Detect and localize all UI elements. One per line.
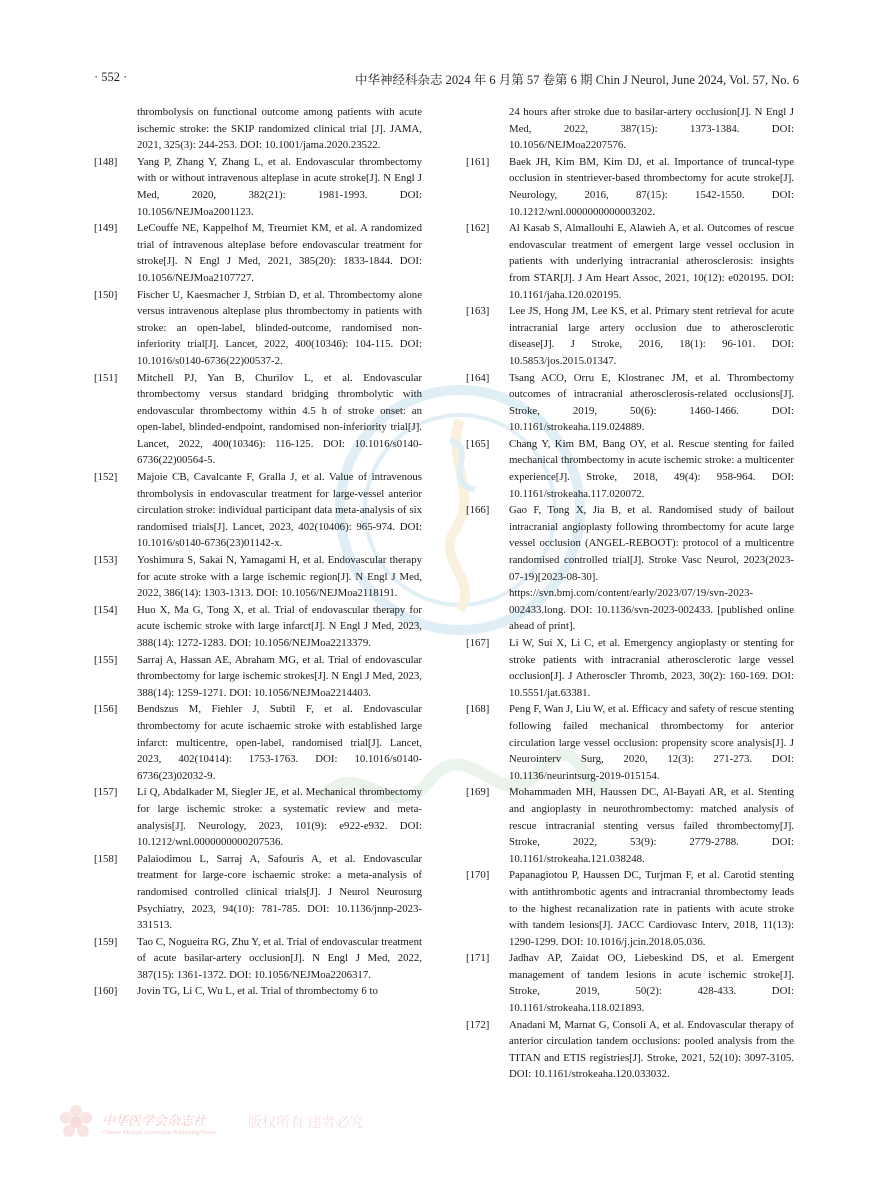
reference-text: Anadani M, Marnat G, Consoli A, et al. Endovascular therapy of anterior circulation tandem occlusions: pooled analysis from the TITAN and ETIS registries[J]. Stroke, 2021, 52(10): 3097-3105. DOI: 10.1161/strokeaha.120.033032. <box>509 1018 794 1081</box>
reference-number: [149] <box>94 222 118 235</box>
reference-number: [167] <box>466 637 490 649</box>
reference-number: [156] <box>94 703 118 716</box>
reference-number: [162] <box>466 222 490 235</box>
copyright-text: 版权所有 违者必究 <box>248 1116 364 1131</box>
reference-text: Papanagiotou P, Haussen DC, Turjman F, et al. Carotid stenting with antithrombotic agents and intracranial thrombectomy leads to the highest recanalization rate in patients with acute stroke with tandem lesions[J]. JACC Cardiovasc Interv, 2018, 11(13): 1290-1299. DOI: 10.1016/j.jcin.2018.05.036. <box>509 869 794 948</box>
flower-logo-icon <box>58 1104 94 1140</box>
reference-entry <box>94 784 422 850</box>
reference-text: Huo X, Ma G, Tong X, et al. Trial of endovascular therapy for acute ischemic stroke with large infarct[J]. N Engl J Med, 2023, 388(14): 1272-1283. DOI: 10.1056/NEJMoa2213379. <box>137 603 422 649</box>
reference-entry <box>466 154 794 220</box>
reference-number: [158] <box>94 852 118 865</box>
reference-number: [151] <box>94 371 118 384</box>
reference-text: Mitchell PJ, Yan B, Churilov L, et al. Endovascular thrombectomy versus standard bridging thrombolytic with endovascular thrombectomy within 4.5 h of stroke onset: an open-label, blinded-endpoint, randomised non-inferiority trial[J]. Lancet, 2022, 400(10346): 116-125. DOI: 10.1016/s0140-6736(22)00564-5. <box>137 371 422 467</box>
reference-text: Yang P, Zhang Y, Zhang L, et al. Endovascular thrombectomy with or without intravenous alteplase in acute stroke[J]. N Engl J Med, 2020, 382(21): 1981-1993. DOI: 10.1056/NEJMoa2001123. <box>137 155 422 218</box>
reference-number: [154] <box>94 603 118 616</box>
reference-entry <box>94 934 422 984</box>
reference-text: Chang Y, Kim BM, Bang OY, et al. Rescue stenting for failed mechanical thrombectomy in acute ischemic stroke: a multicenter experience[J]. Stroke, 2018, 49(4): 958-964. DOI: 10.1161/strokeaha.117.020072. <box>509 437 794 500</box>
reference-text: Sarraj A, Hassan AE, Abraham MG, et al. Trial of endovascular thrombectomy for large ischemic strokes[J]. N Engl J Med, 2023, 388(14): 1259-1271. DOI: 10.1056/NEJMoa2214403. <box>137 653 422 699</box>
reference-entry <box>94 552 422 602</box>
reference-entry <box>94 701 422 784</box>
reference-text: Yoshimura S, Sakai N, Yamagami H, et al. Endovascular therapy for acute stroke with a large ischemic region[J]. N Engl J Med, 2022, 386(14): 1303-1313. DOI: 10.1056/NEJMoa2118191. <box>137 554 422 600</box>
reference-text: Jovin TG, Li C, Wu L, et al. Trial of thrombectomy 6 to <box>137 985 378 998</box>
reference-text: 24 hours after stroke due to basilar-artery occlusion[J]. N Engl J Med, 2022, 387(15): 1373-1384. DOI: 10.1056/NEJMoa2207576. <box>509 106 794 152</box>
reference-text: Baek JH, Kim BM, Kim DJ, et al. Importance of truncal-type occlusion in stentriever-based thrombectomy for acute stroke[J]. Neurology, 2016, 87(15): 1542-1550. DOI: 10.1212/wnl.0000000000003202. <box>509 155 794 218</box>
reference-text: Jadhav AP, Zaidat OO, Liebeskind DS, et al. Emergent management of tandem lesions in acute ischemic stroke[J]. Stroke, 2019, 50(2): 428-433. DOI: 10.1161/strokeaha.118.021893. <box>509 952 794 1015</box>
reference-number: [161] <box>466 155 490 168</box>
reference-entry <box>466 867 794 950</box>
reference-number: [164] <box>466 371 490 384</box>
reference-number: [168] <box>466 703 490 716</box>
reference-entry <box>94 602 422 652</box>
reference-entry <box>466 784 794 867</box>
reference-number: [165] <box>466 437 490 450</box>
publisher-name-cn: 中华医学会杂志社 <box>102 1113 207 1128</box>
publisher-name-en: Chinese Medical Association Publishing House <box>102 1130 216 1136</box>
reference-text: Al Kasab S, Almallouhi E, Alawieh A, et al. Outcomes of rescue endovascular treatment of emergent large vessel occlusion in patients with underlying intracranial atherosclerosis: insights from STAR[J]. J Am Heart Assoc, 2021, 10(12): e020195. DOI: 10.1161/jaha.120.020195. <box>509 222 794 301</box>
reference-number: [169] <box>466 786 490 799</box>
reference-text: Gao F, Tong X, Jia B, et al. Randomised study of bailout intracranial angioplasty following thrombectomy for acute large vessel occlusion (ANGEL-REBOOT): protocol of a multicentre randomised controlled trial[J]. Stroke Vasc Neurol, 2023(2023-07-19)[2023-08-30]. https://svn.bmj.com/content/early/2023/07/19/svn-2023-002433.long. DOI: 10.1136/svn-2023-002433. [published online ahead of print]. <box>509 504 794 633</box>
reference-number: [166] <box>466 504 490 517</box>
reference-text: LeCouffe NE, Kappelhof M, Treurniet KM, et al. A randomized trial of intravenous alteplase before endovascular treatment for stroke[J]. N Engl J Med, 2021, 385(20): 1833-1844. DOI: 10.1056/NEJMoa2107727. <box>137 222 422 284</box>
reference-entry <box>94 104 422 154</box>
reference-number: [148] <box>94 155 118 168</box>
reference-number: [159] <box>94 935 118 948</box>
reference-columns <box>94 104 800 1144</box>
reference-entry <box>94 469 422 552</box>
reference-entry <box>466 502 794 635</box>
reference-text: thrombolysis on functional outcome among patients with acute ischemic stroke: the SKIP randomized clinical trial [J]. JAMA, 2021, 325(3): 244-253. DOI: 10.1001/jama.2020.23522. <box>137 106 422 152</box>
reference-number: [155] <box>94 653 118 666</box>
reference-text: Mohammaden MH, Haussen DC, Al-Bayati AR, et al. Stenting and angioplasty in neurothrombectomy: matched analysis of rescue intracranial stenting versus failed thrombectomy[J]. Stroke, 2022, 53(9): 2779-2788. DOI: 10.1161/strokeaha.121.038248. <box>509 786 794 865</box>
journal-citation: 中华神经科杂志 2024 年 6 月第 57 卷第 6 期 Chin J Neurol, June 2024, Vol. 57, No. 6 <box>355 73 799 87</box>
reference-number: [170] <box>466 869 490 882</box>
reference-number: [153] <box>94 554 118 567</box>
right-column <box>466 104 794 1083</box>
reference-text: Fischer U, Kaesmacher J, Strbian D, et al. Thrombectomy alone versus intravenous alteplase plus thrombectomy in patients with stroke: an open-label, blinded-outcome, randomised non-inferiority trial[J]. Lancet, 2022, 400(10346): 104-115. DOI: 10.1016/s0140-6736(22)00537-2. <box>137 288 422 367</box>
page-number: · 552 · <box>94 70 128 84</box>
reference-text: Li W, Sui X, Li C, et al. Emergency angioplasty or stenting for stroke patients with intracranial atherosclerotic large vessel occlusion[J]. J Atheroscler Thromb, 2023, 30(2): 160-169. DOI: 10.5551/jat.63381. <box>509 637 794 699</box>
reference-entry <box>466 303 794 369</box>
publisher-logo <box>58 1104 398 1148</box>
reference-number: [163] <box>466 305 490 318</box>
reference-entry <box>94 220 422 286</box>
reference-entry <box>94 287 422 370</box>
reference-entry <box>466 1017 794 1083</box>
reference-text: Majoie CB, Cavalcante F, Gralla J, et al. Value of intravenous thrombolysis in endovascular treatment for large-vessel anterior circulation stroke: individual participant data meta-analysis of six randomised trials[J]. Lancet, 2023, 402(10406): 965-974. DOI: 10.1016/s0140-6736(23)01142-x. <box>137 471 422 550</box>
reference-text: Tsang ACO, Orru E, Klostranec JM, et al. Thrombectomy outcomes of intracranial atherosclerosis-related occlusions[J]. Stroke, 2019, 50(6): 1460-1466. DOI: 10.1161/strokeaha.119.024889. <box>509 371 794 434</box>
reference-text: Peng F, Wan J, Liu W, et al. Efficacy and safety of rescue stenting following failed mechanical thrombectomy for anterior circulation large vessel occlusion: propensity score analysis[J]. J Neurointerv Surg, 2020, 12(3): 271-273. DOI: 10.1136/neurintsurg-2019-015154. <box>509 703 794 782</box>
reference-number: [171] <box>466 952 490 965</box>
reference-text: Li Q, Abdalkader M, Siegler JE, et al. Mechanical thrombectomy for large ischemic stroke: a systematic review and meta-analysis[J]. Neurology, 2023, 101(9): e922-e932. DOI: 10.1212/wnl.0000000000207536. <box>137 786 422 849</box>
reference-entry <box>94 983 422 1000</box>
reference-entry <box>466 370 794 436</box>
reference-entry <box>466 220 794 303</box>
reference-entry <box>466 950 794 1016</box>
reference-number: [172] <box>466 1018 490 1031</box>
reference-entry <box>466 436 794 502</box>
reference-entry <box>94 154 422 220</box>
reference-entry <box>466 701 794 784</box>
reference-entry <box>94 370 422 470</box>
reference-entry <box>94 652 422 702</box>
reference-entry <box>94 851 422 934</box>
reference-entry <box>466 635 794 701</box>
reference-text: Lee JS, Hong JM, Lee KS, et al. Primary stent retrieval for acute intracranial large artery occlusion due to atherosclerotic disease[J]. J Stroke, 2016, 18(1): 96-101. DOI: 10.5853/jos.2015.01347. <box>509 305 794 367</box>
reference-entry <box>466 104 794 154</box>
reference-number: [157] <box>94 786 118 799</box>
reference-text: Tao C, Nogueira RG, Zhu Y, et al. Trial of endovascular treatment of acute basilar-artery occlusion[J]. N Engl J Med, 2022, 387(15): 1361-1372. DOI: 10.1056/NEJMoa2206317. <box>137 935 422 981</box>
left-column <box>94 104 422 1000</box>
page-header <box>94 70 799 92</box>
reference-number: [150] <box>94 288 118 301</box>
reference-text: Palaiodimou L, Sarraj A, Safouris A, et al. Endovascular treatment for large-core ischaemic stroke: a meta-analysis of randomised controlled clinical trials[J]. J Neurol Neurosurg Psychiatry, 2023, 94(10): 781-785. DOI: 10.1136/jnnp-2023-331513. <box>137 852 422 932</box>
reference-number: [160] <box>94 985 118 998</box>
reference-number: [152] <box>94 471 118 484</box>
reference-text: Bendszus M, Fiehler J, Subtil F, et al. Endovascular thrombectomy for acute ischaemic stroke with established large infarct: multicentre, open-label, randomised trial[J]. Lancet, 2023, 402(10414): 1753-1763. DOI: 10.1016/s0140-6736(23)02032-9. <box>137 703 422 782</box>
